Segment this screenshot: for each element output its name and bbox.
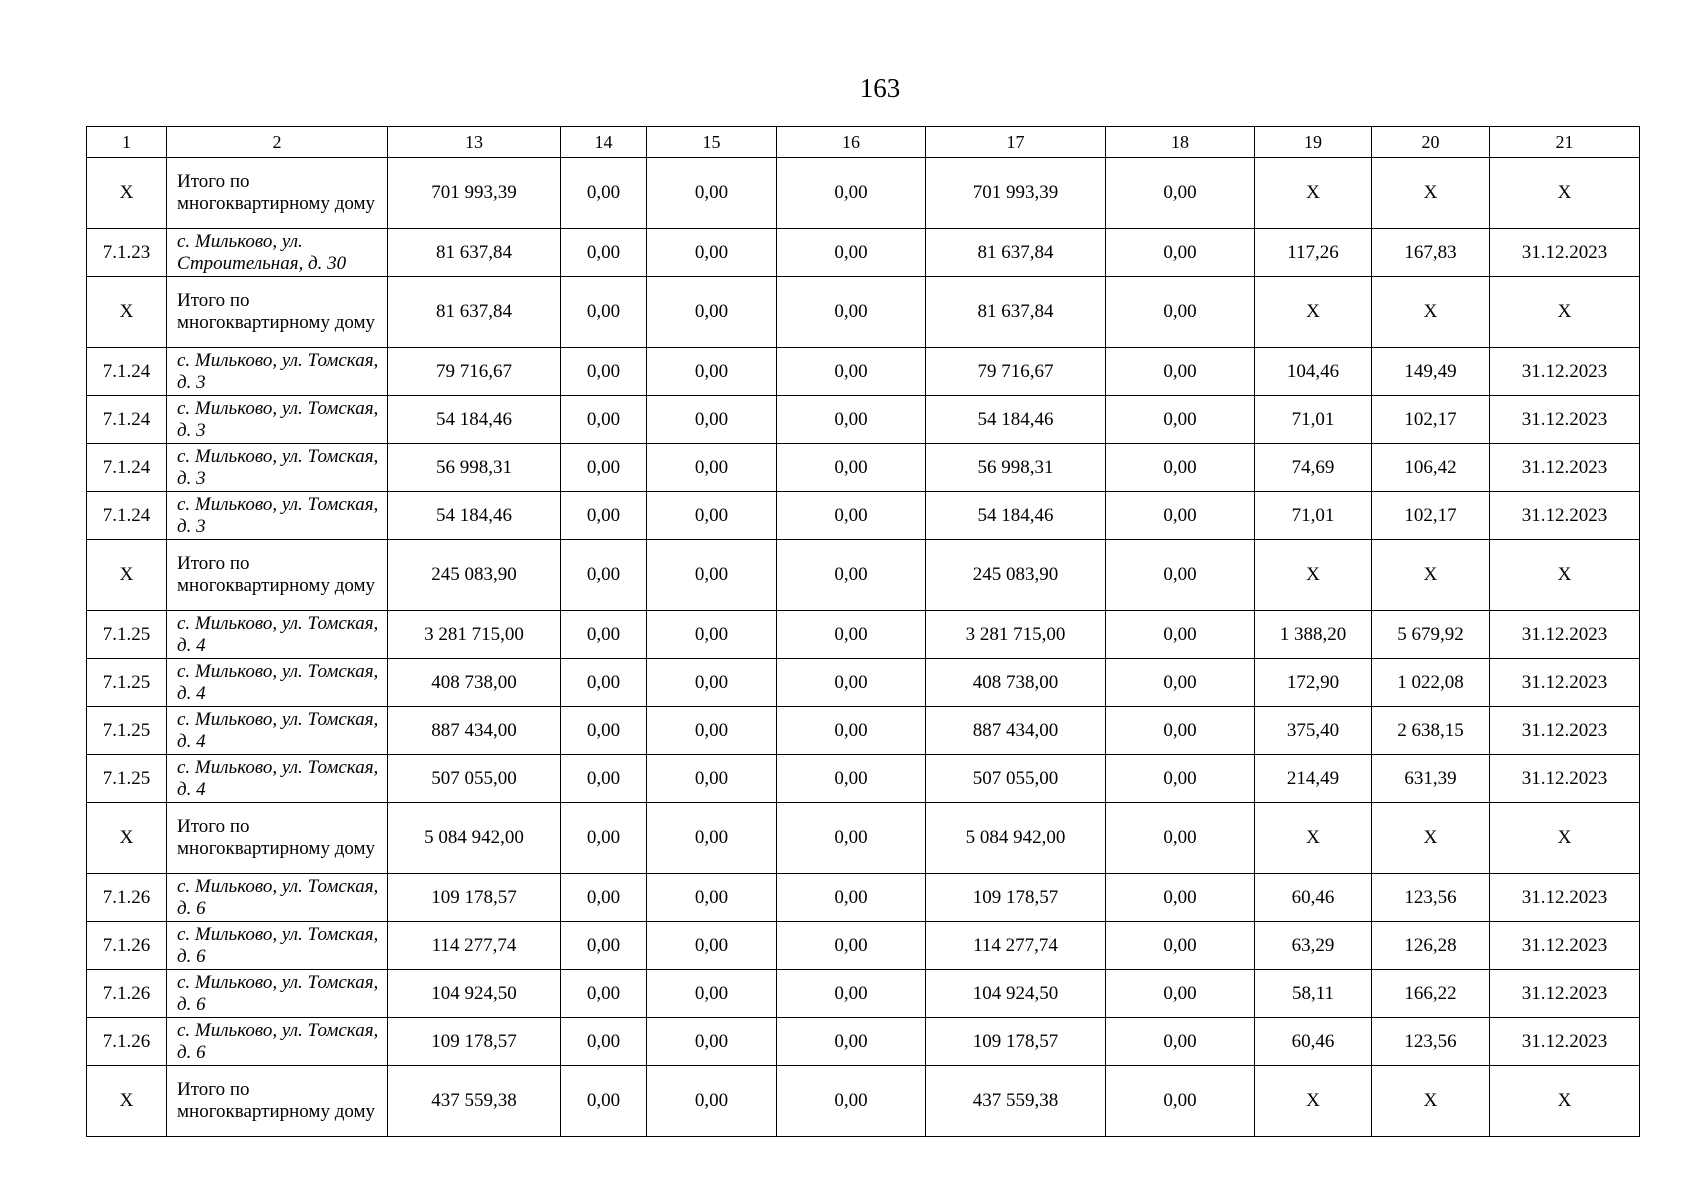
table-cell: 701 993,39 <box>926 158 1106 229</box>
table-cell: 0,00 <box>647 444 777 492</box>
table-cell: 1 022,08 <box>1372 659 1490 707</box>
table-row <box>87 229 1640 277</box>
table-cell: 0,00 <box>647 158 777 229</box>
table-row <box>87 922 1640 970</box>
total-row <box>87 803 1640 874</box>
table-cell: 79 716,67 <box>388 348 561 396</box>
table-cell: X <box>87 158 167 229</box>
table-cell: X <box>87 277 167 348</box>
table-cell: 0,00 <box>561 396 647 444</box>
table-cell: 0,00 <box>561 540 647 611</box>
table-cell: 109 178,57 <box>926 874 1106 922</box>
table-cell: 7.1.24 <box>87 396 167 444</box>
table-cell: 0,00 <box>561 970 647 1018</box>
table-cell: 166,22 <box>1372 970 1490 1018</box>
table-cell: 81 637,84 <box>926 229 1106 277</box>
table-row <box>87 755 1640 803</box>
table-cell: 0,00 <box>647 540 777 611</box>
table-cell: 0,00 <box>1106 540 1255 611</box>
name-cell: с. Мильково, ул. Томская, д. 6 <box>167 970 388 1018</box>
table-cell: 0,00 <box>561 922 647 970</box>
table-cell: 0,00 <box>647 755 777 803</box>
table-cell: 887 434,00 <box>388 707 561 755</box>
table-cell: X <box>1490 540 1640 611</box>
table-cell: 0,00 <box>647 492 777 540</box>
table-cell: 54 184,46 <box>926 396 1106 444</box>
table-row <box>87 659 1640 707</box>
table-cell: 7.1.24 <box>87 348 167 396</box>
table-cell: X <box>1372 540 1490 611</box>
table-cell: 245 083,90 <box>926 540 1106 611</box>
total-row <box>87 277 1640 348</box>
table-cell: 167,83 <box>1372 229 1490 277</box>
table-cell: 81 637,84 <box>388 277 561 348</box>
name-cell: Итого по многоквартирному дому <box>167 1066 388 1137</box>
table-cell: 0,00 <box>647 611 777 659</box>
table-cell: 0,00 <box>1106 277 1255 348</box>
total-row <box>87 1066 1640 1137</box>
table-cell: 0,00 <box>1106 158 1255 229</box>
table-cell: 109 178,57 <box>388 1018 561 1066</box>
table-cell: 0,00 <box>647 1066 777 1137</box>
total-row <box>87 540 1640 611</box>
table-cell: 0,00 <box>777 755 926 803</box>
table-cell: 0,00 <box>561 659 647 707</box>
table-row <box>87 396 1640 444</box>
table-cell: 701 993,39 <box>388 158 561 229</box>
table-cell: 0,00 <box>1106 755 1255 803</box>
table-cell: 0,00 <box>777 659 926 707</box>
table-cell: 109 178,57 <box>388 874 561 922</box>
table-cell: 507 055,00 <box>926 755 1106 803</box>
table-cell: 0,00 <box>561 874 647 922</box>
name-cell: с. Мильково, ул. Томская, д. 3 <box>167 444 388 492</box>
table-cell: 0,00 <box>647 1018 777 1066</box>
column-header: 1 <box>87 127 167 158</box>
name-cell: с. Мильково, ул. Томская, д. 6 <box>167 1018 388 1066</box>
table-cell: 56 998,31 <box>926 444 1106 492</box>
table-cell: X <box>1372 277 1490 348</box>
column-header: 18 <box>1106 127 1255 158</box>
name-cell: с. Мильково, ул. Томская, д. 6 <box>167 874 388 922</box>
table-cell: 0,00 <box>647 659 777 707</box>
column-header: 19 <box>1255 127 1372 158</box>
table-cell: 7.1.26 <box>87 922 167 970</box>
table-cell: 0,00 <box>1106 396 1255 444</box>
data-table <box>86 126 1640 1137</box>
table-cell: 172,90 <box>1255 659 1372 707</box>
table-cell: 126,28 <box>1372 922 1490 970</box>
table-cell: 5 084 942,00 <box>926 803 1106 874</box>
table-cell: 31.12.2023 <box>1490 229 1640 277</box>
table-cell: 0,00 <box>561 611 647 659</box>
column-header: 20 <box>1372 127 1490 158</box>
table-cell: 0,00 <box>1106 659 1255 707</box>
table-cell: 0,00 <box>561 707 647 755</box>
table-cell: 0,00 <box>647 874 777 922</box>
table-cell: 0,00 <box>777 1018 926 1066</box>
table-cell: 7.1.26 <box>87 970 167 1018</box>
table-cell: 60,46 <box>1255 1018 1372 1066</box>
table-cell: 0,00 <box>777 158 926 229</box>
total-row <box>87 158 1640 229</box>
table-cell: 31.12.2023 <box>1490 707 1640 755</box>
name-cell: с. Мильково, ул. Томская, д. 3 <box>167 492 388 540</box>
table-cell: 0,00 <box>1106 803 1255 874</box>
table-cell: X <box>87 540 167 611</box>
name-cell: Итого по многоквартирному дому <box>167 803 388 874</box>
table-cell: 7.1.23 <box>87 229 167 277</box>
table-cell: 0,00 <box>647 803 777 874</box>
table-cell: X <box>1255 158 1372 229</box>
table-cell: 0,00 <box>1106 1066 1255 1137</box>
table-cell: 2 638,15 <box>1372 707 1490 755</box>
table-cell: 0,00 <box>647 277 777 348</box>
table-cell: 123,56 <box>1372 874 1490 922</box>
table-cell: 507 055,00 <box>388 755 561 803</box>
table-cell: 0,00 <box>1106 611 1255 659</box>
table-cell: 31.12.2023 <box>1490 492 1640 540</box>
table-cell: 0,00 <box>561 1066 647 1137</box>
table-cell: 0,00 <box>561 277 647 348</box>
column-header: 17 <box>926 127 1106 158</box>
table-cell: 102,17 <box>1372 396 1490 444</box>
column-header: 2 <box>167 127 388 158</box>
table-cell: 104,46 <box>1255 348 1372 396</box>
column-header: 13 <box>388 127 561 158</box>
table-cell: 74,69 <box>1255 444 1372 492</box>
table-cell: 0,00 <box>561 444 647 492</box>
table-cell: 0,00 <box>647 970 777 1018</box>
table-cell: 0,00 <box>561 803 647 874</box>
table-cell: 0,00 <box>1106 444 1255 492</box>
table-cell: 0,00 <box>1106 922 1255 970</box>
table-cell: X <box>1255 803 1372 874</box>
table-cell: 7.1.25 <box>87 755 167 803</box>
table-cell: X <box>1255 1066 1372 1137</box>
table-cell: X <box>1490 803 1640 874</box>
table-cell: X <box>1372 158 1490 229</box>
table-cell: 1 388,20 <box>1255 611 1372 659</box>
table-cell: X <box>1490 158 1640 229</box>
table-cell: 0,00 <box>1106 492 1255 540</box>
table-cell: X <box>87 803 167 874</box>
table-cell: 79 716,67 <box>926 348 1106 396</box>
table-cell: 214,49 <box>1255 755 1372 803</box>
table-cell: 31.12.2023 <box>1490 755 1640 803</box>
table-cell: 58,11 <box>1255 970 1372 1018</box>
table-cell: 0,00 <box>647 396 777 444</box>
table-cell: 375,40 <box>1255 707 1372 755</box>
table-cell: 104 924,50 <box>388 970 561 1018</box>
table-cell: 0,00 <box>777 348 926 396</box>
table-cell: X <box>87 1066 167 1137</box>
name-cell: с. Мильково, ул. Строительная, д. 30 <box>167 229 388 277</box>
table-cell: 7.1.25 <box>87 707 167 755</box>
table-cell: 408 738,00 <box>388 659 561 707</box>
table-cell: 0,00 <box>1106 707 1255 755</box>
table-cell: 54 184,46 <box>388 396 561 444</box>
table-cell: 31.12.2023 <box>1490 922 1640 970</box>
table-cell: 31.12.2023 <box>1490 659 1640 707</box>
table-cell: 0,00 <box>777 492 926 540</box>
table-cell: 117,26 <box>1255 229 1372 277</box>
name-cell: с. Мильково, ул. Томская, д. 4 <box>167 707 388 755</box>
table-cell: 0,00 <box>777 1066 926 1137</box>
table-cell: 0,00 <box>1106 229 1255 277</box>
table-cell: 81 637,84 <box>388 229 561 277</box>
name-cell: с. Мильково, ул. Томская, д. 3 <box>167 348 388 396</box>
table-cell: 0,00 <box>561 492 647 540</box>
name-cell: с. Мильково, ул. Томская, д. 4 <box>167 755 388 803</box>
table-cell: 7.1.26 <box>87 874 167 922</box>
table-cell: 0,00 <box>777 611 926 659</box>
table-cell: 245 083,90 <box>388 540 561 611</box>
table-cell: 7.1.25 <box>87 659 167 707</box>
table-cell: 631,39 <box>1372 755 1490 803</box>
table-cell: X <box>1372 1066 1490 1137</box>
table-cell: 0,00 <box>1106 874 1255 922</box>
table-cell: 3 281 715,00 <box>926 611 1106 659</box>
table-cell: 81 637,84 <box>926 277 1106 348</box>
column-header: 21 <box>1490 127 1640 158</box>
name-cell: Итого по многоквартирному дому <box>167 540 388 611</box>
table-cell: 0,00 <box>647 707 777 755</box>
table-cell: X <box>1490 277 1640 348</box>
table-cell: 104 924,50 <box>926 970 1106 1018</box>
table-cell: X <box>1490 1066 1640 1137</box>
table-cell: 5 679,92 <box>1372 611 1490 659</box>
table-cell: 0,00 <box>777 874 926 922</box>
name-cell: с. Мильково, ул. Томская, д. 4 <box>167 659 388 707</box>
table-row <box>87 611 1640 659</box>
table-cell: 71,01 <box>1255 492 1372 540</box>
name-cell: Итого по многоквартирному дому <box>167 158 388 229</box>
table-cell: 31.12.2023 <box>1490 611 1640 659</box>
table-cell: 437 559,38 <box>388 1066 561 1137</box>
table-cell: 54 184,46 <box>926 492 1106 540</box>
table-cell: 0,00 <box>777 229 926 277</box>
table-cell: X <box>1372 803 1490 874</box>
table-cell: 31.12.2023 <box>1490 444 1640 492</box>
page-number: 163 <box>859 73 901 103</box>
table-cell: 0,00 <box>647 922 777 970</box>
name-cell: с. Мильково, ул. Томская, д. 4 <box>167 611 388 659</box>
table-cell: 7.1.26 <box>87 1018 167 1066</box>
table-cell: 31.12.2023 <box>1490 970 1640 1018</box>
table-cell: 7.1.24 <box>87 492 167 540</box>
table-cell: 63,29 <box>1255 922 1372 970</box>
table-cell: 0,00 <box>561 158 647 229</box>
table-cell: 106,42 <box>1372 444 1490 492</box>
table-cell: 0,00 <box>777 540 926 611</box>
table-header <box>87 127 1640 158</box>
table-row <box>87 348 1640 396</box>
table-cell: 0,00 <box>1106 1018 1255 1066</box>
table-cell: 31.12.2023 <box>1490 396 1640 444</box>
table-cell: 0,00 <box>561 1018 647 1066</box>
table-body <box>87 158 1640 1137</box>
table-cell: 149,49 <box>1372 348 1490 396</box>
table-cell: 0,00 <box>777 803 926 874</box>
table-cell: 0,00 <box>561 348 647 396</box>
table-row <box>87 970 1640 1018</box>
table-cell: 0,00 <box>561 229 647 277</box>
table-cell: 437 559,38 <box>926 1066 1106 1137</box>
table-cell: 408 738,00 <box>926 659 1106 707</box>
table-cell: 0,00 <box>777 970 926 1018</box>
table-cell: 0,00 <box>777 922 926 970</box>
table-cell: X <box>1255 277 1372 348</box>
name-cell: с. Мильково, ул. Томская, д. 3 <box>167 396 388 444</box>
table-cell: 887 434,00 <box>926 707 1106 755</box>
table-cell: 114 277,74 <box>388 922 561 970</box>
column-header: 14 <box>561 127 647 158</box>
table-cell: 0,00 <box>777 277 926 348</box>
table-cell: 102,17 <box>1372 492 1490 540</box>
table-cell: 60,46 <box>1255 874 1372 922</box>
table-row <box>87 1018 1640 1066</box>
table-cell: 31.12.2023 <box>1490 874 1640 922</box>
table-cell: 0,00 <box>647 229 777 277</box>
table-cell: 7.1.25 <box>87 611 167 659</box>
table-cell: 54 184,46 <box>388 492 561 540</box>
table-row <box>87 874 1640 922</box>
table-cell: 109 178,57 <box>926 1018 1106 1066</box>
table-cell: 56 998,31 <box>388 444 561 492</box>
table-cell: 0,00 <box>777 707 926 755</box>
table-cell: 5 084 942,00 <box>388 803 561 874</box>
table-cell: 31.12.2023 <box>1490 348 1640 396</box>
table-cell: 0,00 <box>777 396 926 444</box>
table-cell: 114 277,74 <box>926 922 1106 970</box>
table-cell: 71,01 <box>1255 396 1372 444</box>
table-cell: 0,00 <box>561 755 647 803</box>
name-cell: Итого по многоквартирному дому <box>167 277 388 348</box>
table-cell: 0,00 <box>777 444 926 492</box>
table-row <box>87 492 1640 540</box>
header-row <box>87 127 1640 158</box>
name-cell: с. Мильково, ул. Томская, д. 6 <box>167 922 388 970</box>
column-header: 15 <box>647 127 777 158</box>
table-cell: 7.1.24 <box>87 444 167 492</box>
table-cell: 3 281 715,00 <box>388 611 561 659</box>
table-cell: X <box>1255 540 1372 611</box>
column-header: 16 <box>777 127 926 158</box>
table-cell: 0,00 <box>1106 970 1255 1018</box>
table-row <box>87 444 1640 492</box>
table-row <box>87 707 1640 755</box>
table-cell: 123,56 <box>1372 1018 1490 1066</box>
table-cell: 0,00 <box>1106 348 1255 396</box>
table-cell: 0,00 <box>647 348 777 396</box>
table-cell: 31.12.2023 <box>1490 1018 1640 1066</box>
